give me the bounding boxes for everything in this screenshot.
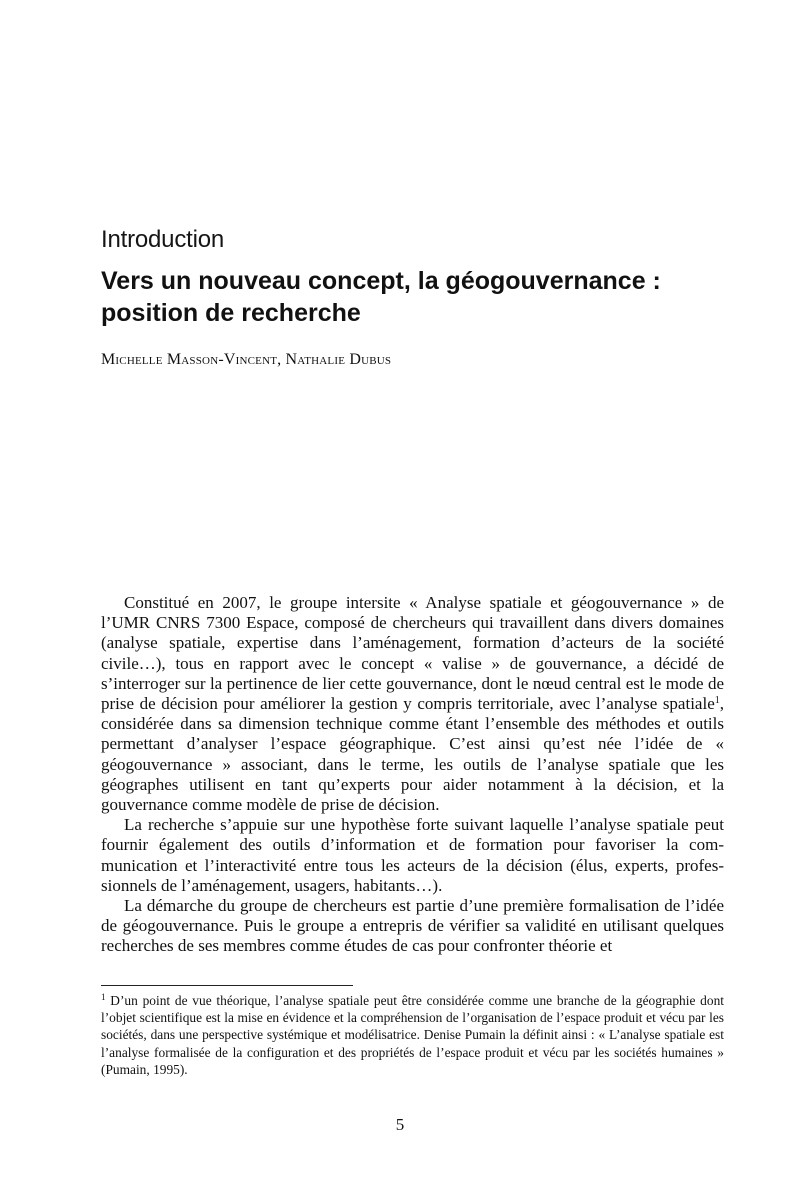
authors: Michelle Masson-Vincent, Nathalie Dubus <box>101 351 392 368</box>
footnote-text: D’un point de vue théorique, l’analyse spatiale peut être considérée comme une branche de la géographie dont l’objet scientifique est la mise en évidence et la compréhension de l’organisation de l’espace produit et vécu par les sociétés, dans une perspective systémique et modélisatrice. Denise Pumain la définit ainsi : « L’analyse spatiale est l’analyse formalisée de la configuration et des propriétés de l’espace produit et vécu par les sociétés humaines » (Pumain, 1995). <box>101 993 724 1077</box>
chapter-title-line-2: position de recherche <box>101 299 361 327</box>
footnote-separator <box>101 985 353 986</box>
body-text <box>101 593 724 957</box>
chapter-title <box>101 265 721 329</box>
page-number: 5 <box>395 1115 405 1134</box>
paragraph-1-part-b: , considérée dans sa dimension technique comme étant l’ensemble des méthodes et outils permettant d’analyser l’espace géographique. C’est ainsi qu’est née l’idée de « géogouvernance » associant, dans le terme, les outils de l’analyse spatiale que les géographes utilisent en tant qu’experts pour aider notamment à la décision, et la gouvernance comme modèle de prise de décision. <box>101 694 724 815</box>
paragraph-2: La recherche s’appuie sur une hypothèse forte suivant laquelle l’analyse spatiale peut fournir également des outils d’information et de formation pour favoriser la communication et l’interactivité entre tous les acteurs de la décision (élus, experts, professionnels de l’aménagement, usagers, habitants…). <box>101 815 724 895</box>
section-label: Introduction <box>101 226 225 253</box>
chapter-title-line-1: Vers un nouveau concept, la géogouvernance : <box>101 267 661 295</box>
paragraph-3: La démarche du groupe de chercheurs est partie d’une première formalisation de l’idée de géogouvernance. Puis le groupe a entrepris de vérifier sa validité en utilisant quelques recherches de ses membres comme études de cas pour confronter théorie et <box>101 896 724 956</box>
footnote-reference: 1 <box>714 695 720 707</box>
footnote <box>101 992 724 1078</box>
paragraph-1-part-a: Constitué en 2007, le groupe intersite « Analyse spatiale et géogouvernance » de l’UMR CNRS 7300 Espace, composé de chercheurs qui travaillent dans divers domaines (analyse spatiale, expertise dans l’aménagement, formation d’acteurs de la société civile…), tous en rapport avec le concept « valise » de gouvernance, a décidé de s’interroger sur la pertinence de lier cette gouvernance, dont le nœud central est le mode de prise de décision pour améliorer la gestion y compris territoriale, avec l’analyse spatiale <box>101 593 724 714</box>
footnote-number: 1 <box>101 992 106 1002</box>
paragraph-1 <box>101 593 724 815</box>
